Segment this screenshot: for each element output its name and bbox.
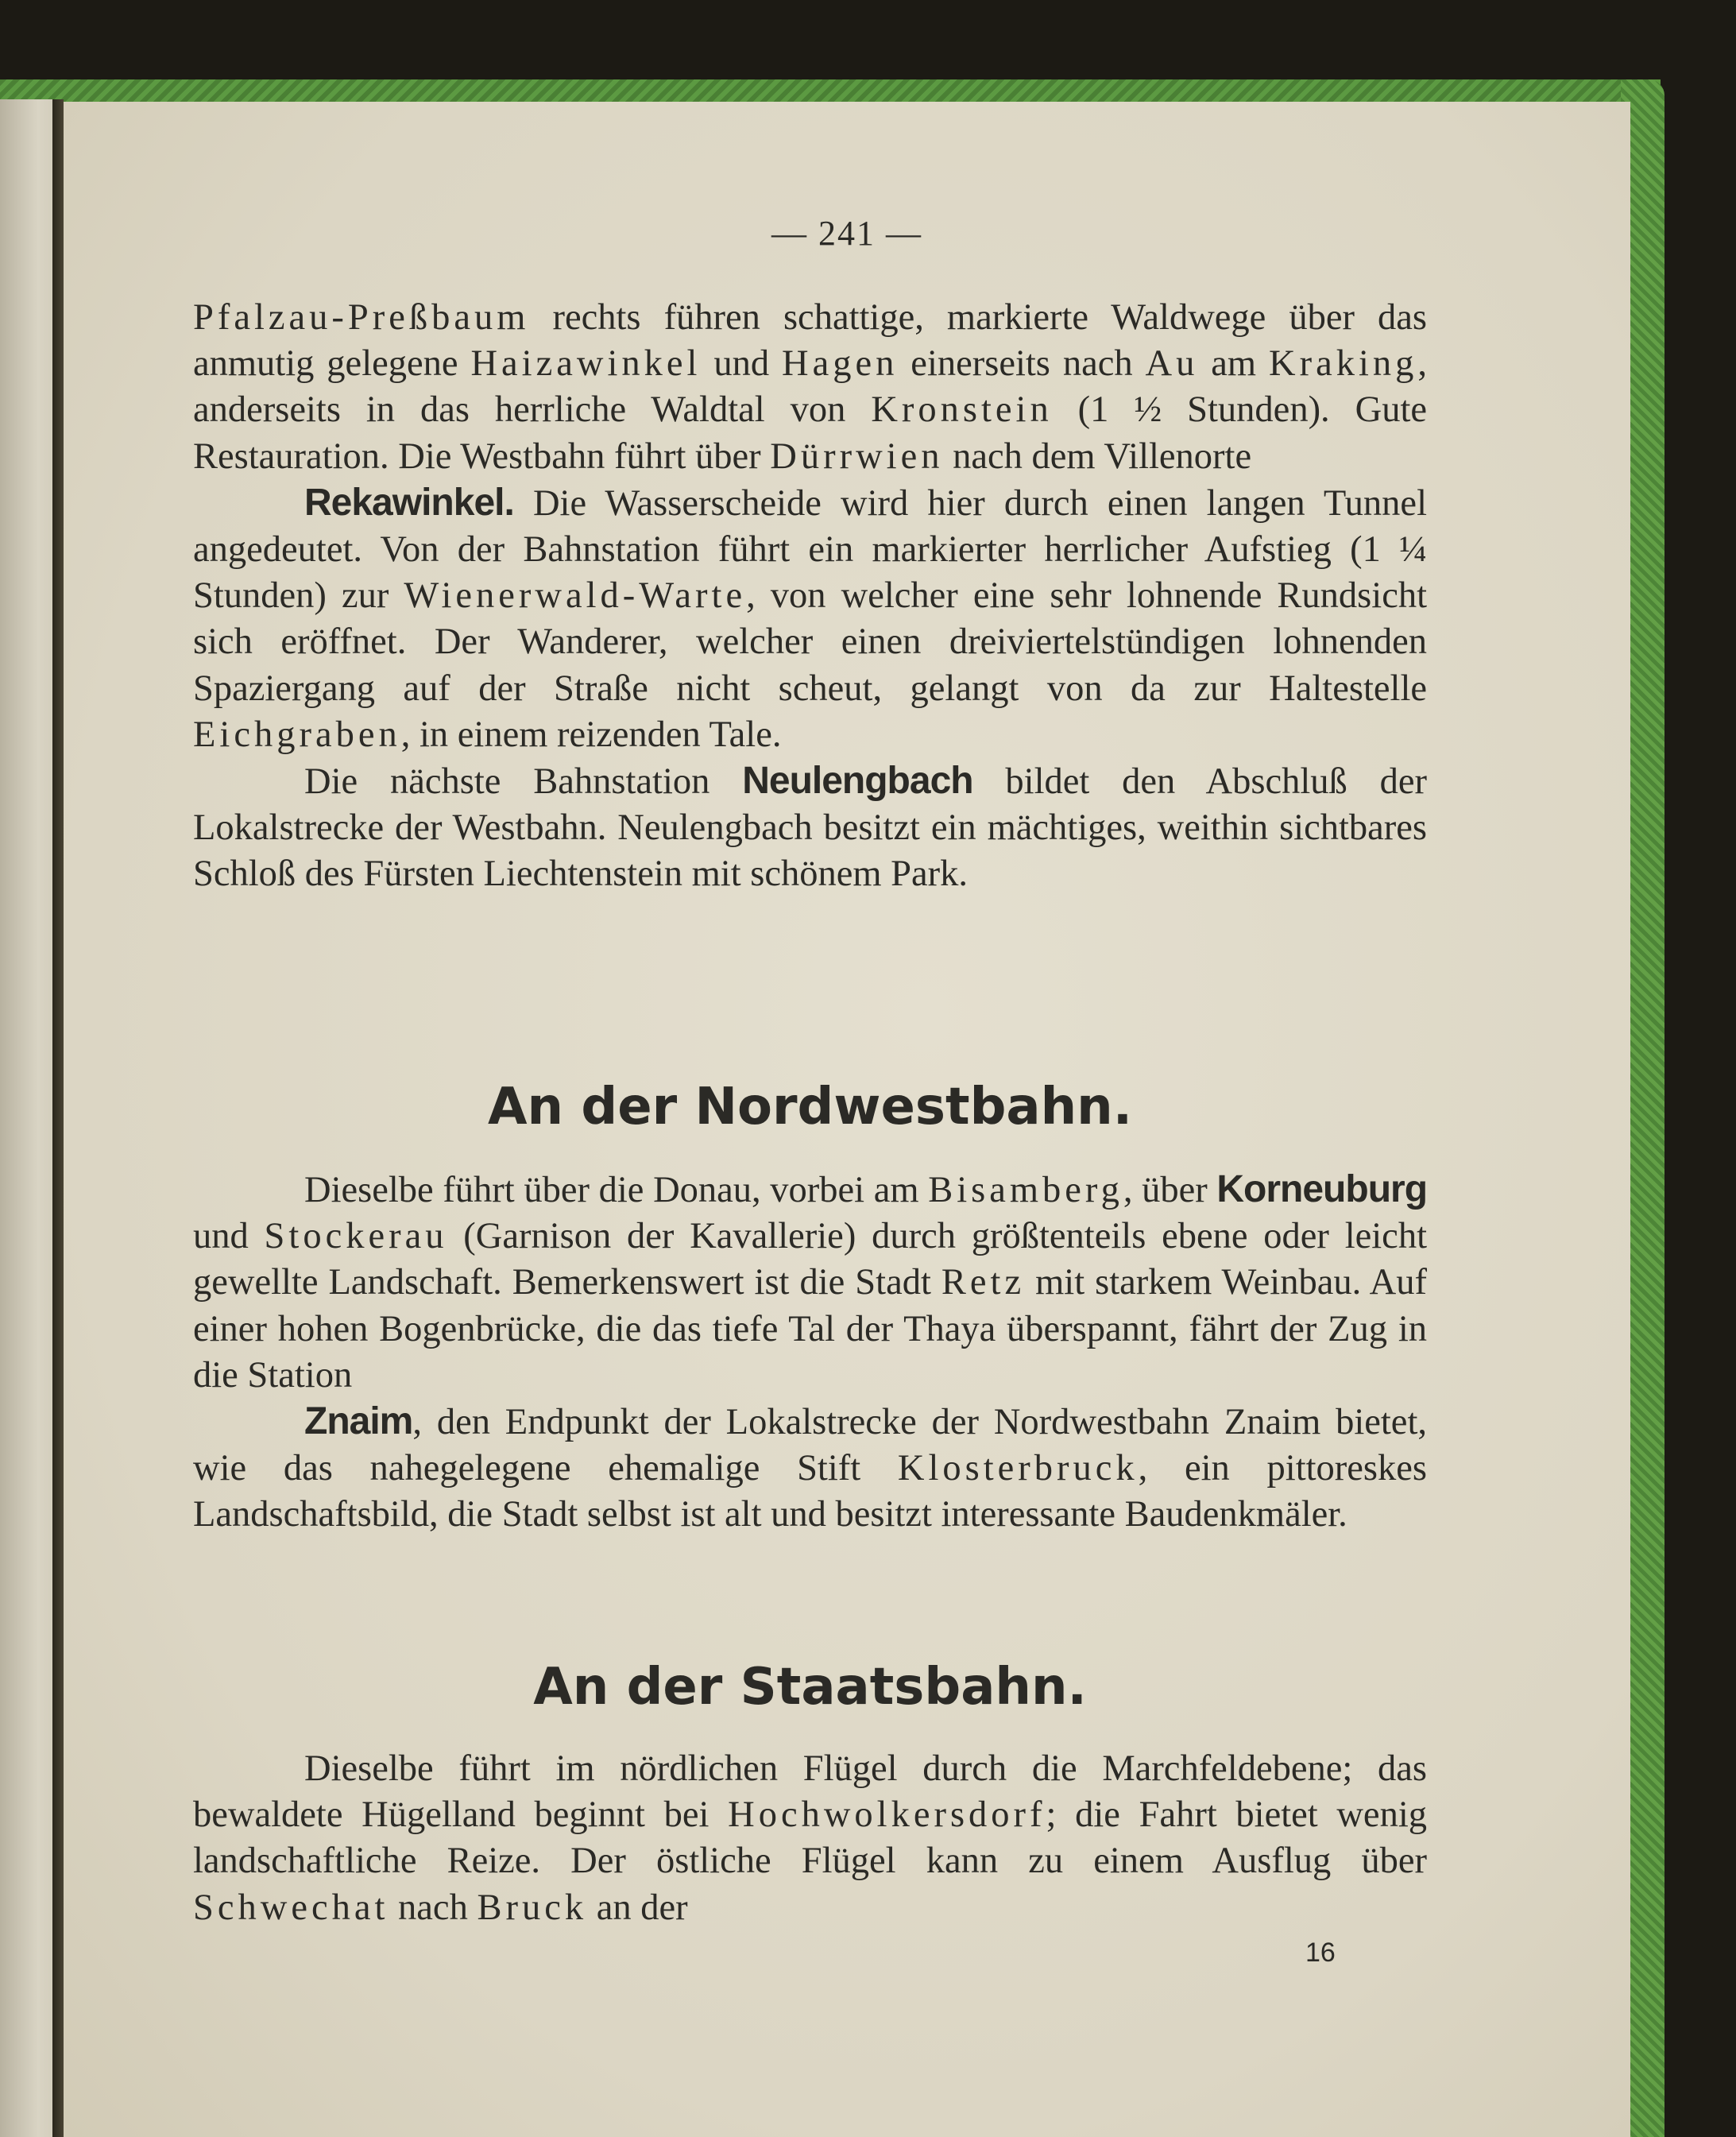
place-name: Korneuburg: [1216, 1168, 1428, 1210]
spaced-name: Klosterbruck: [897, 1448, 1139, 1489]
text-run: Die Wasserscheide wird hier durch einen langen Tunnel angedeutet. Von der Bahnstation führt ein markierter herrlicher Aufstieg (1 ¼ Stunden) zur: [193, 482, 1427, 617]
text-run: rechts führen schattige, markierte Waldwege über das anmutig gelegene: [193, 297, 1427, 385]
spaced-name: Hagen: [782, 343, 899, 385]
paragraph: [193, 1167, 1427, 1399]
spaced-name: Pfalzau-Preßbaum: [193, 297, 530, 338]
section-heading-nordwestbahn: An der Nordwestbahn.: [488, 1078, 1132, 1136]
spaced-name: Haizawinkel: [470, 343, 702, 385]
paragraph: [193, 1746, 1427, 1931]
text-run: nach dem Villenorte: [943, 436, 1252, 477]
spaced-name: Bruck: [477, 1887, 588, 1928]
spaced-name: Kronstein: [871, 389, 1053, 431]
signature-mark: 16: [1305, 1938, 1336, 1968]
page-number: — 241 —: [771, 214, 922, 253]
text-run: am: [1198, 343, 1269, 385]
text-run: , den Endpunkt der Lokalstrecke der Nordwestbahn Znaim bietet, wie das nahegelegene ehemalige Stift: [193, 1402, 1427, 1489]
text-run: nach: [389, 1887, 477, 1928]
spaced-name: Bisamberg: [928, 1170, 1123, 1210]
text-run: (Garnison der Kavallerie) durch größtenteils ebene oder leicht gewellte Landschaft. Bemerkenswert ist die Stadt: [193, 1216, 1427, 1303]
nordwestbahn-section: [193, 1167, 1427, 1539]
section-heading-staatsbahn: An der Staatsbahn.: [533, 1658, 1087, 1717]
paragraph: [193, 295, 1427, 480]
text-run: , ein pittoreskes Landschaftsbild, die Stadt selbst ist alt und besitzt interessante Baudenkmäler.: [193, 1448, 1427, 1535]
text-run: Die nächste Bahnstation: [304, 761, 743, 803]
text-run: , von welcher eine sehr lohnende Rundsicht sich eröffnet. Der Wanderer, welcher einen dreiviertelstündigen lohnenden Spaziergang auf der Straße nicht scheut, gelangt von da zur Haltestelle: [193, 575, 1427, 709]
place-name: Znaim: [304, 1400, 413, 1443]
paragraph: [193, 1399, 1427, 1539]
spaced-name: Hochwolkersdorf: [728, 1794, 1046, 1836]
book-page: [64, 102, 1630, 2137]
text-run: (1 ½ Stunden). Gute Restauration. Die Westbahn führt über: [193, 389, 1428, 477]
text-run: bildet den Abschluß der Lokalstrecke der Westbahn. Neulengbach besitzt ein mächtiges, weithin sichtbares Schloß des Fürsten Liechtenstein mit schönem Park.: [193, 761, 1427, 895]
paragraph: [193, 758, 1427, 898]
spaced-name: Stockerau: [264, 1216, 448, 1257]
text-run: , über: [1123, 1170, 1217, 1210]
spaced-name: Dürrwien: [770, 436, 944, 477]
text-run: Dieselbe führt über die Donau, vorbei am: [304, 1170, 929, 1210]
spaced-name: Eichgraben: [193, 714, 401, 755]
cover-top-edge: [0, 79, 1645, 103]
spaced-name: Wienerwald-Warte: [404, 575, 747, 617]
gutter-shadow: [52, 99, 64, 2137]
spaced-name: Kraking: [1269, 343, 1418, 385]
text-run: , anderseits in das herrliche Waldtal von: [193, 343, 1427, 431]
text-run: , in einem reizenden Tale.: [400, 714, 782, 755]
place-name: Rekawinkel.: [304, 481, 514, 524]
spaced-name: Schwechat: [193, 1887, 389, 1928]
intro-section: [193, 295, 1427, 898]
text-run: an der: [587, 1887, 688, 1928]
text-run: und: [193, 1216, 265, 1257]
text-run: und: [701, 343, 783, 385]
text-run: mit starkem Weinbau. Auf einer hohen Bogenbrücke, die das tiefe Tal der Thaya überspannt, fährt der Zug in die Station: [193, 1262, 1427, 1396]
text-run: ; die Fahrt bietet wenig landschaftliche Reize. Der östliche Flügel kann zu einem Ausflug über: [193, 1794, 1427, 1882]
text-run: einerseits nach: [898, 343, 1146, 385]
spaced-name: Au: [1145, 343, 1199, 385]
text-run: Dieselbe führt im nördlichen Flügel durch die Marchfeldebene; das bewaldete Hügelland beginnt bei: [193, 1748, 1427, 1836]
place-name: Neulengbach: [742, 760, 973, 803]
paragraph: [193, 480, 1427, 758]
staatsbahn-section: [193, 1746, 1427, 1931]
spaced-name: Retz: [941, 1262, 1026, 1303]
